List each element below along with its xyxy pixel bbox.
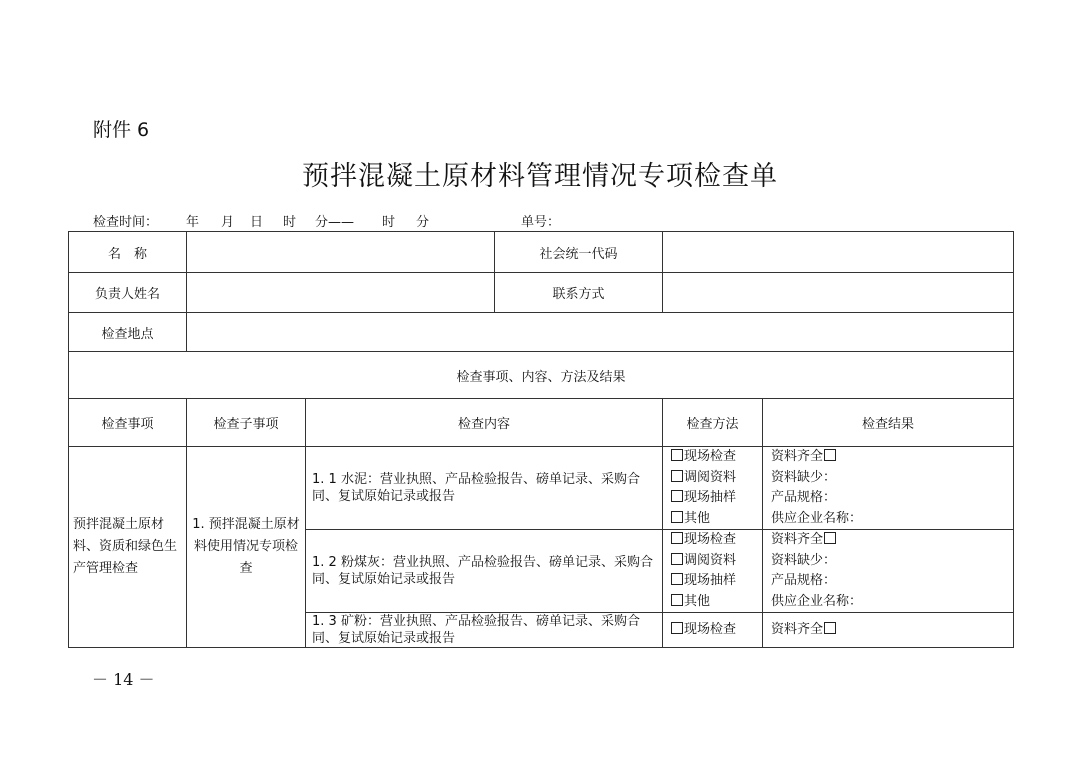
year-label: 年 xyxy=(186,215,200,230)
minute-dash-label: 分—— xyxy=(315,215,355,230)
col-header-result: 检查结果 xyxy=(763,399,1014,447)
result-option: 资料缺少： xyxy=(771,469,837,485)
checkbox[interactable] xyxy=(824,449,836,461)
inspect-item-text: 预拌混凝土原材料、资质和绿色生产管理检查 xyxy=(73,517,178,576)
checkbox[interactable] xyxy=(824,622,836,634)
number-label: 单号： xyxy=(521,215,561,230)
result-option: 资料齐全 xyxy=(771,449,824,464)
method-option: 现场抽样 xyxy=(684,490,737,505)
name-row xyxy=(69,232,1014,273)
checkbox[interactable] xyxy=(671,449,683,461)
checkbox[interactable] xyxy=(671,622,683,634)
checkbox[interactable] xyxy=(671,532,683,544)
section-title: 检查事项、内容、方法及结果 xyxy=(69,352,1014,399)
inspect-subitem-text: 1. 预拌混凝土原材料使用情况专项检查 xyxy=(192,517,300,576)
method-cell xyxy=(663,530,763,613)
hour-label: 时 xyxy=(283,215,297,230)
method-option: 现场检查 xyxy=(684,532,737,547)
contact-label: 联系方式 xyxy=(552,287,605,302)
content-cell xyxy=(306,447,663,530)
content-cell xyxy=(306,530,663,613)
credit-code-label-cell xyxy=(495,232,663,273)
method-option: 调阅资料 xyxy=(684,552,737,568)
table-row xyxy=(69,447,1014,530)
checkbox[interactable] xyxy=(824,532,836,544)
method-option: 现场检查 xyxy=(684,622,737,637)
col-header-subitem: 检查子事项 xyxy=(187,399,306,447)
contact-value-cell[interactable] xyxy=(663,273,1014,313)
method-cell xyxy=(663,447,763,530)
section-title-row xyxy=(69,352,1014,399)
name-value-cell[interactable] xyxy=(187,232,495,273)
col-header-method: 检查方法 xyxy=(663,399,763,447)
result-option: 产品规格： xyxy=(771,490,837,505)
checkbox[interactable] xyxy=(671,594,683,606)
result-option: 资料齐全 xyxy=(771,622,824,637)
column-header-row xyxy=(69,399,1014,447)
location-label-cell xyxy=(69,313,187,352)
result-option: 产品规格： xyxy=(771,573,837,588)
content-text: 1. 3 矿粉：营业执照、产品检验报告、磅单记录、采购合同、复试原始记录或报告 xyxy=(312,614,640,646)
attachment-label: 附件 6 xyxy=(93,119,150,141)
person-label-cell xyxy=(69,273,187,313)
result-option: 供应企业名称： xyxy=(771,510,863,526)
location-row xyxy=(69,313,1014,352)
credit-code-label: 社会统一代码 xyxy=(539,246,618,262)
result-cell xyxy=(763,530,1014,613)
day-label: 日 xyxy=(250,215,264,230)
content-text: 1. 2 粉煤灰：营业执照、产品检验报告、磅单记录、采购合同、复试原始记录或报告 xyxy=(312,555,653,587)
content-text: 1. 1 水泥：营业执照、产品检验报告、磅单记录、采购合同、复试原始记录或报告 xyxy=(312,472,640,504)
result-option: 供应企业名称： xyxy=(771,593,863,609)
person-value-cell[interactable] xyxy=(187,273,495,313)
contact-label-cell xyxy=(495,273,663,313)
month-label: 月 xyxy=(221,215,235,230)
col-header-item: 检查事项 xyxy=(69,399,187,447)
page-number: － 14 － xyxy=(92,670,155,689)
credit-code-value-cell[interactable] xyxy=(663,232,1014,273)
hour2-label: 时 xyxy=(382,215,396,230)
checkbox[interactable] xyxy=(671,511,683,523)
checkbox[interactable] xyxy=(671,573,683,585)
inspection-form-table xyxy=(68,231,1014,648)
result-option: 资料缺少： xyxy=(771,552,837,568)
inspect-time-label: 检查时间： xyxy=(93,215,159,230)
document-title: 预拌混凝土原材料管理情况专项检查单 xyxy=(302,161,778,192)
name-label-cell xyxy=(69,232,187,273)
checkbox[interactable] xyxy=(671,470,683,482)
name-label: 名 称 xyxy=(107,246,147,262)
checkbox[interactable] xyxy=(671,490,683,502)
location-value-cell[interactable] xyxy=(187,313,1014,352)
result-cell xyxy=(763,447,1014,530)
col-header-content: 检查内容 xyxy=(306,399,663,447)
method-option: 现场检查 xyxy=(684,449,737,464)
result-cell xyxy=(763,613,1014,648)
method-option: 调阅资料 xyxy=(684,469,737,485)
person-label: 负责人姓名 xyxy=(94,287,160,302)
person-row xyxy=(69,273,1014,313)
inspect-subitem-cell xyxy=(187,447,306,648)
method-option: 其他 xyxy=(684,510,711,526)
method-option: 现场抽样 xyxy=(684,573,737,588)
method-cell xyxy=(663,613,763,648)
location-label: 检查地点 xyxy=(101,326,154,342)
result-option: 资料齐全 xyxy=(771,532,824,547)
content-cell xyxy=(306,613,663,648)
inspect-item-cell xyxy=(69,447,187,648)
minute2-label: 分 xyxy=(416,215,430,230)
method-option: 其他 xyxy=(684,593,711,609)
checkbox[interactable] xyxy=(671,553,683,565)
